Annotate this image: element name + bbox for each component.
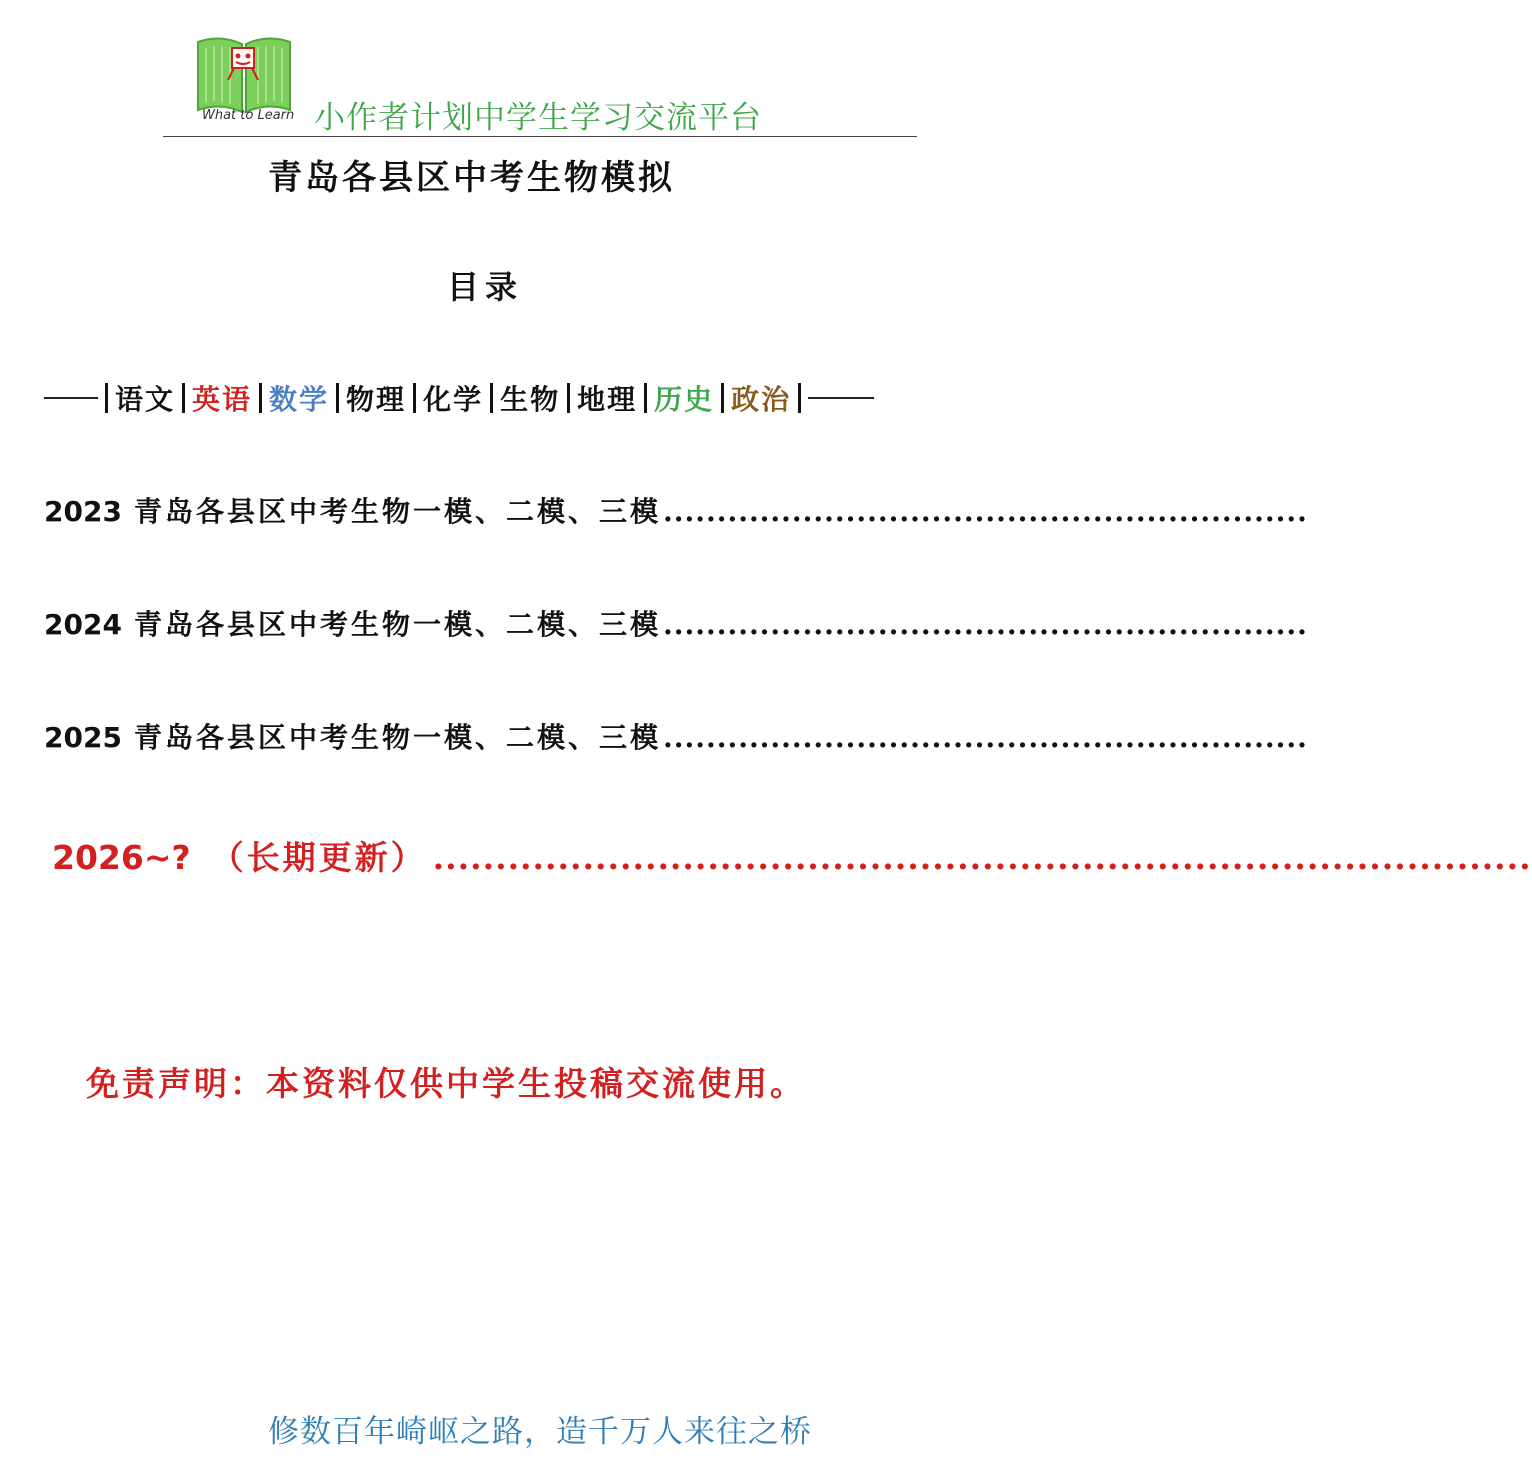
document-title: 青岛各县区中考生物模拟 [268, 158, 675, 198]
subject-separator [105, 383, 108, 413]
toc-entry-label: 青岛各县区中考生物一模、二模、三模 [133, 721, 661, 754]
subject-link[interactable]: 物理 [346, 383, 407, 416]
subject-link[interactable]: 数学 [269, 383, 330, 416]
footer-motto: 修数百年崎岖之路，造千万人来往之桥 [268, 1414, 812, 1450]
subject-separator [182, 383, 185, 413]
future-year: 2026~? [52, 838, 191, 877]
subject-separator [336, 383, 339, 413]
toc-entry-2023[interactable] [44, 490, 1308, 530]
subject-link[interactable]: 政治 [731, 383, 792, 416]
subject-link[interactable]: 英语 [192, 383, 253, 416]
subject-separator [721, 383, 724, 413]
right-dash [808, 397, 874, 399]
toc-heading: 目录 [446, 268, 523, 306]
platform-name: 小作者计划中学生学习交流平台 [314, 100, 762, 136]
toc-entry-future[interactable] [52, 832, 1532, 879]
toc-entry-2024[interactable] [44, 603, 1308, 643]
toc-entry-leader: ............................................................ [662, 721, 1308, 754]
left-dash [44, 397, 98, 399]
toc-entry-leader: ............................................................ [662, 608, 1308, 641]
subject-separator [259, 383, 262, 413]
subject-link[interactable]: 地理 [577, 383, 638, 416]
toc-entry-year: 2023 [44, 495, 122, 528]
logo-caption: What to Learn [202, 108, 295, 123]
subject-separator [567, 383, 570, 413]
toc-entry-2025[interactable] [44, 716, 1308, 756]
toc-entry-label: 青岛各县区中考生物一模、二模、三模 [133, 608, 661, 641]
future-leader: ........................................................................................ [432, 838, 1532, 877]
subject-separator [413, 383, 416, 413]
header-divider [163, 136, 917, 137]
subject-nav-bar [44, 378, 874, 418]
subject-link[interactable]: 语文 [115, 383, 176, 416]
future-label: （长期更新） [210, 838, 427, 877]
subject-link[interactable]: 历史 [654, 383, 715, 416]
subject-link[interactable]: 化学 [423, 383, 484, 416]
subject-separator [798, 383, 801, 413]
subject-separator [490, 383, 493, 413]
toc-entry-leader: ............................................................ [662, 495, 1308, 528]
toc-entry-label: 青岛各县区中考生物一模、二模、三模 [133, 495, 661, 528]
toc-entry-year: 2024 [44, 608, 122, 641]
toc-heading-wrap [0, 262, 1080, 308]
subject-separator [644, 383, 647, 413]
subject-link[interactable]: 生物 [500, 383, 561, 416]
disclaimer-text: 免责声明：本资料仅供中学生投稿交流使用。 [86, 1064, 806, 1103]
toc-entry-year: 2025 [44, 721, 122, 754]
